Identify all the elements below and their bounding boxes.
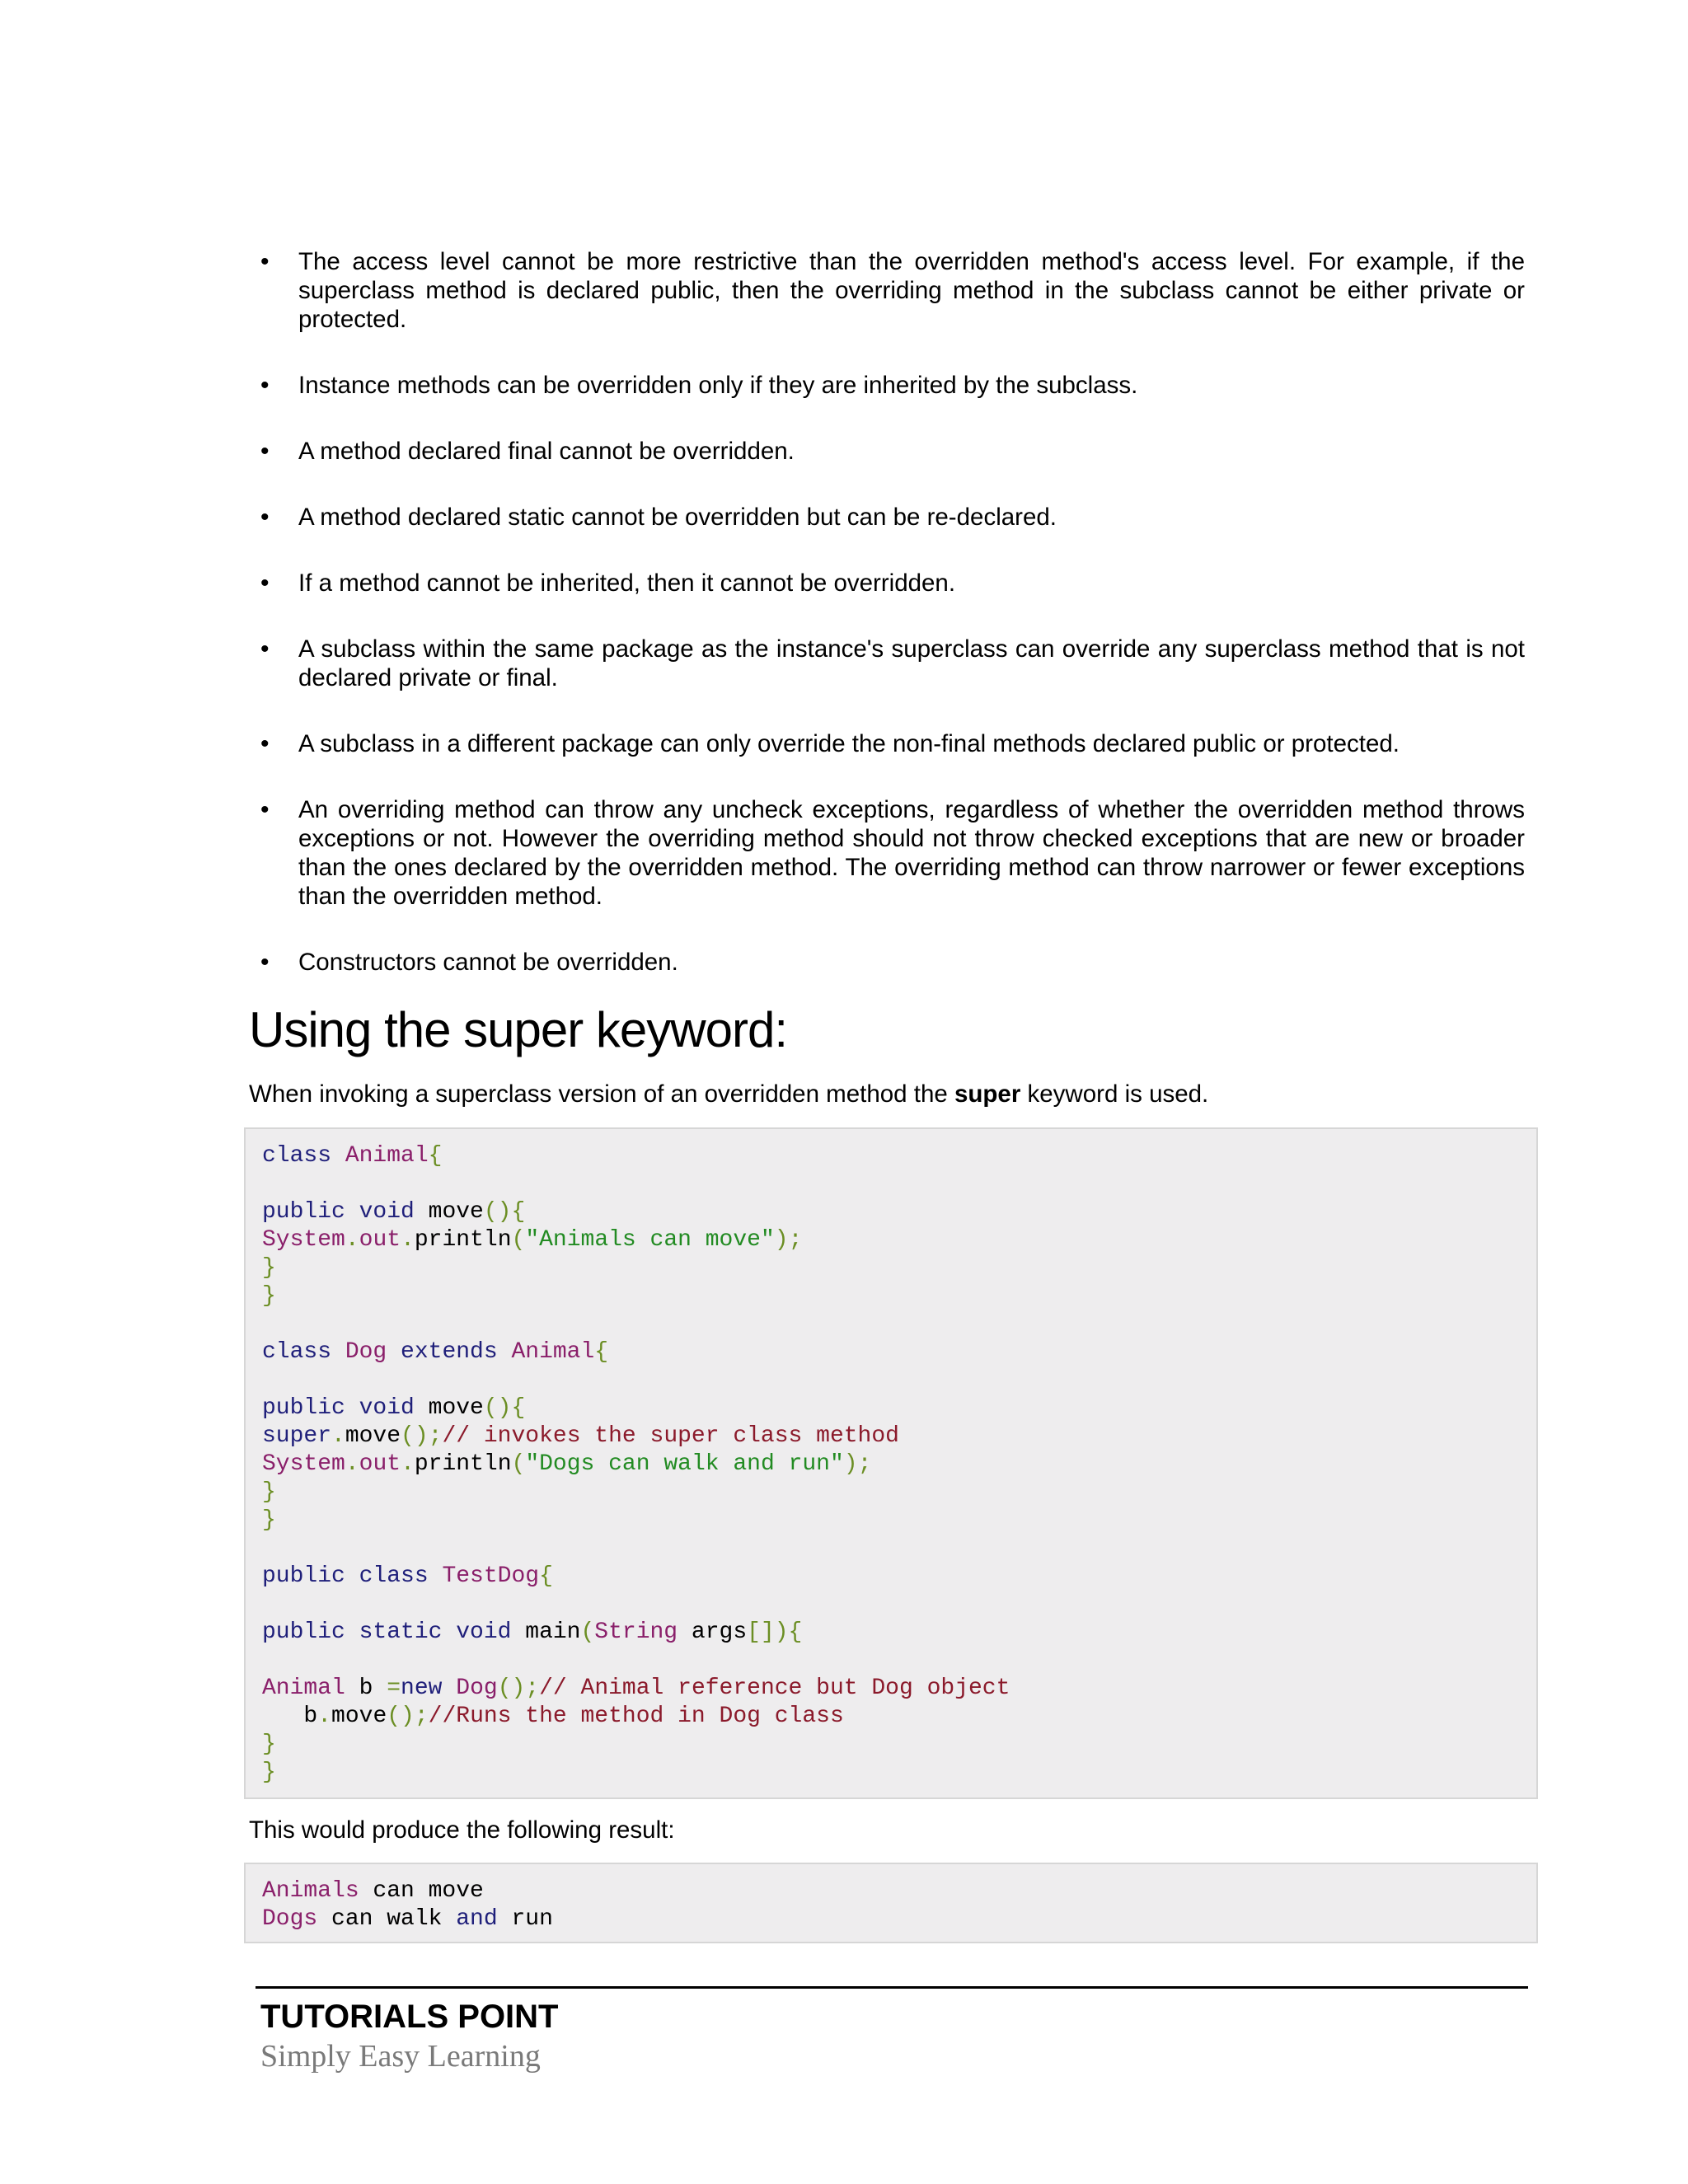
code-token: = (387, 1675, 401, 1701)
code-token: ); (774, 1227, 803, 1253)
code-token: } (262, 1479, 276, 1505)
code-token: } (262, 1732, 276, 1757)
code-token: b (359, 1675, 387, 1701)
code-line (262, 1310, 1520, 1338)
bullet-icon: • (260, 635, 270, 663)
rule-text: An overriding method can throw any uncheck exceptions, regardless of whether the overridden method throws exceptions or not. However the overriding method should not throw checked exceptions that are new or broader than the ones declared by the overridden method. The overriding method can throw narrower or fewer exceptions than the overridden method. (298, 796, 1525, 910)
rule-text: A subclass within the same package as the instance's superclass can override any superclass method that is not declared private or final. (298, 635, 1525, 691)
code-token: static (359, 1619, 457, 1645)
override-rules-list (249, 247, 1525, 1014)
bullet-icon: • (260, 372, 270, 399)
code-token: class (262, 1339, 345, 1365)
intro-text-end: keyword is used. (1020, 1080, 1209, 1108)
bullet-icon: • (260, 949, 270, 976)
code-token: (); (497, 1675, 540, 1701)
code-line (262, 1535, 1520, 1563)
code-token: (); (401, 1423, 443, 1449)
code-token: Animal (345, 1143, 429, 1169)
code-token: // invokes the super class method (442, 1423, 899, 1449)
code-line (262, 1675, 1520, 1703)
code-token: (){ (483, 1199, 526, 1225)
code-token: String (594, 1619, 692, 1645)
code-token: public (262, 1199, 359, 1225)
code-token: class (359, 1563, 443, 1589)
result-label: This would produce the following result: (249, 1816, 675, 1844)
code-token: public (262, 1395, 359, 1421)
code-token: new (401, 1675, 457, 1701)
code-token: can move (373, 1878, 484, 1904)
rule-text: A method declared static cannot be overridden but can be re-declared. (298, 504, 1057, 531)
rule-text: A subclass in a different package can only override the non-final methods declared public or protected. (298, 730, 1400, 757)
code-example (244, 1127, 1538, 1799)
code-token: } (262, 1255, 276, 1281)
rule-item (249, 371, 1525, 400)
code-token: Animal (511, 1339, 595, 1365)
footer-divider (256, 1986, 1528, 1989)
code-token: { (428, 1143, 443, 1169)
code-token: . (401, 1227, 415, 1253)
program-output (244, 1863, 1538, 1943)
code-token: . (317, 1704, 332, 1729)
code-token: ); (843, 1451, 872, 1477)
rule-item (249, 635, 1525, 692)
code-token: out (359, 1227, 401, 1253)
intro-text-start: When invoking a superclass version of an overridden method the (249, 1080, 954, 1108)
bullet-icon: • (260, 730, 270, 757)
code-token: main (525, 1619, 581, 1645)
code-token: ( (511, 1451, 526, 1477)
code-line (262, 1282, 1520, 1310)
code-line (262, 1338, 1520, 1366)
code-line (262, 1198, 1520, 1226)
code-line (262, 1591, 1520, 1619)
code-token: Dog (345, 1339, 401, 1365)
code-line (262, 1366, 1520, 1394)
code-token: TestDog (442, 1563, 540, 1589)
code-line (262, 1647, 1520, 1675)
code-token: "Animals can move" (525, 1227, 775, 1253)
code-token: public (262, 1619, 359, 1645)
code-line (262, 1619, 1520, 1647)
code-token: (){ (483, 1395, 526, 1421)
code-token: void (359, 1199, 429, 1225)
code-token: . (331, 1423, 345, 1449)
code-token: []){ (747, 1619, 803, 1645)
code-token: can walk (331, 1906, 457, 1932)
rule-text: A method declared final cannot be overridden. (298, 438, 795, 465)
rule-text: If a method cannot be inherited, then it cannot be overridden. (298, 569, 956, 597)
code-token: Dog (456, 1675, 498, 1701)
code-token: super (262, 1423, 332, 1449)
code-token: run (511, 1906, 553, 1932)
code-token: void (359, 1395, 429, 1421)
code-token: move (331, 1704, 387, 1729)
code-token: args (691, 1619, 748, 1645)
code-line (262, 1877, 1520, 1905)
code-line (262, 1905, 1520, 1933)
code-line (262, 1226, 1520, 1254)
code-token: } (262, 1283, 276, 1309)
code-token: . (401, 1451, 415, 1477)
code-token: out (359, 1451, 401, 1477)
code-token: } (262, 1760, 276, 1785)
code-token: move (428, 1395, 484, 1421)
code-token: Animal (262, 1675, 359, 1701)
code-token: (); (387, 1704, 429, 1729)
code-token: ( (580, 1619, 595, 1645)
code-line (262, 1731, 1520, 1759)
code-token: and (456, 1906, 512, 1932)
bullet-icon: • (260, 504, 270, 531)
rule-text: Instance methods can be overridden only if they are inherited by the subclass. (298, 372, 1138, 399)
code-token: System (262, 1227, 345, 1253)
code-token: move (345, 1423, 401, 1449)
code-line (262, 1451, 1520, 1479)
code-line (262, 1422, 1520, 1451)
rule-item (249, 437, 1525, 466)
code-token: public (262, 1563, 359, 1589)
section-intro (249, 1080, 1535, 1109)
code-line (262, 1759, 1520, 1787)
rule-item (249, 948, 1525, 977)
bullet-icon: • (260, 438, 270, 465)
rule-item (249, 247, 1525, 334)
footer-tagline: Simply Easy Learning (260, 2039, 541, 2074)
code-token: Dogs (262, 1906, 332, 1932)
rule-item (249, 503, 1525, 532)
code-token: extends (401, 1339, 512, 1365)
code-token: . (345, 1451, 359, 1477)
bullet-icon: • (260, 796, 270, 823)
bullet-icon: • (260, 248, 270, 275)
code-line (262, 1703, 1520, 1731)
code-token: . (345, 1227, 359, 1253)
code-token: b (262, 1704, 318, 1729)
code-line (262, 1142, 1520, 1170)
code-token: System (262, 1451, 345, 1477)
code-token: "Dogs can walk and run" (525, 1451, 844, 1477)
bullet-icon: • (260, 569, 270, 597)
code-line (262, 1563, 1520, 1591)
code-line (262, 1479, 1520, 1507)
code-token: } (262, 1507, 276, 1533)
code-token: class (262, 1143, 345, 1169)
footer-brand: TUTORIALS POINT (260, 1999, 559, 2035)
code-token: println (414, 1227, 512, 1253)
code-token: //Runs the method in Dog class (428, 1704, 844, 1729)
code-line (262, 1507, 1520, 1535)
intro-keyword: super (954, 1080, 1021, 1108)
code-line (262, 1170, 1520, 1198)
rule-item (249, 569, 1525, 598)
code-line (262, 1394, 1520, 1422)
code-token: Animals (262, 1878, 373, 1904)
code-token: // Animal reference but Dog object (539, 1675, 1010, 1701)
code-token: println (414, 1451, 512, 1477)
section-heading: Using the super keyword: (249, 1002, 787, 1057)
rule-text: The access level cannot be more restrictive than the overridden method's access level. For example, if the superclass method is declared public, then the overriding method in the subclass cannot be either private or protected. (298, 248, 1525, 333)
rule-item (249, 729, 1525, 758)
rule-item (249, 795, 1525, 911)
code-token: { (594, 1339, 609, 1365)
code-token: move (428, 1199, 484, 1225)
rule-text: Constructors cannot be overridden. (298, 949, 678, 976)
code-token: void (456, 1619, 526, 1645)
code-line (262, 1254, 1520, 1282)
code-token: { (539, 1563, 553, 1589)
code-token: ( (511, 1227, 526, 1253)
